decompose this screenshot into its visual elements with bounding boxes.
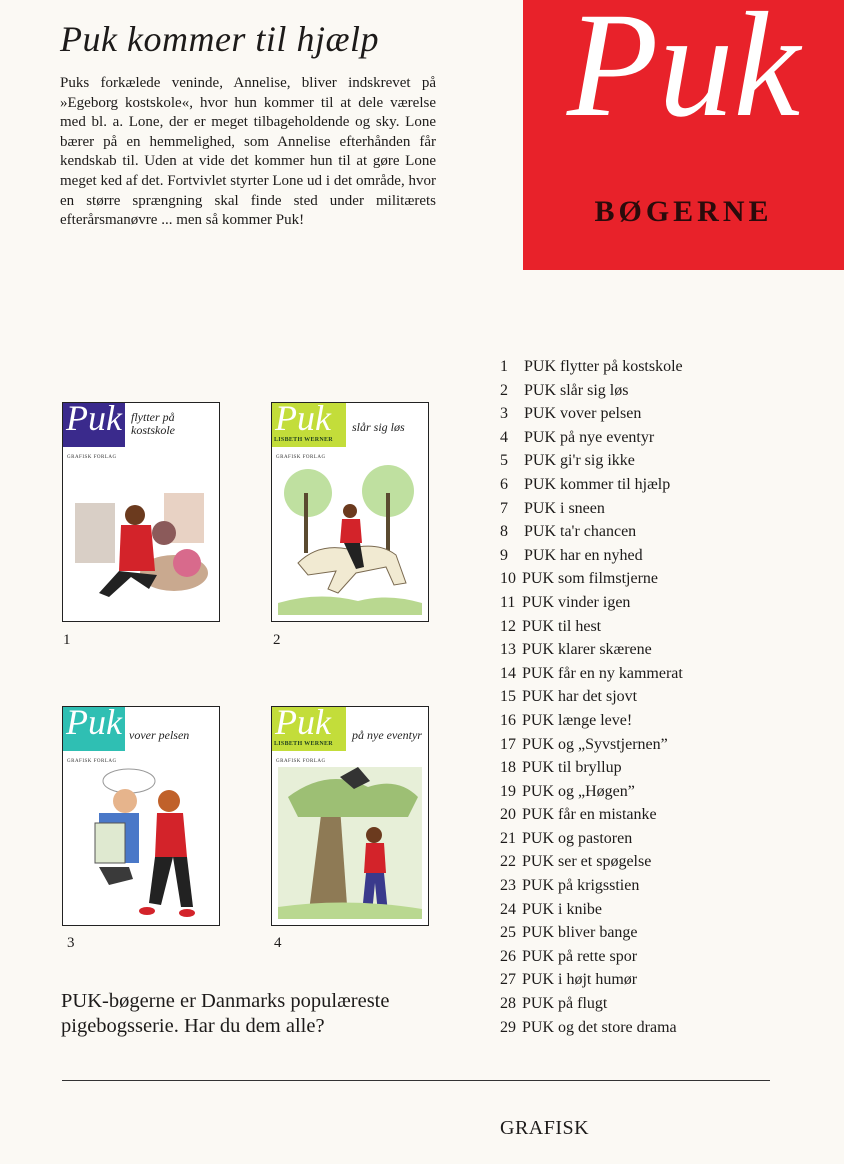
- series-item-number: 21: [500, 829, 516, 847]
- series-item-number: 28: [500, 995, 516, 1013]
- series-item-title: PUK bliver bange: [522, 924, 638, 942]
- cover-subtitle: på nye eventyr: [352, 728, 422, 742]
- series-item-number: 17: [500, 735, 516, 753]
- series-item-title: PUK klarer skærene: [522, 641, 652, 659]
- series-item-title: PUK har det sjovt: [522, 688, 638, 706]
- series-item-number: 24: [500, 900, 516, 918]
- cover-subtitle: vover pelsen: [129, 728, 190, 742]
- series-brand-panel: [523, 0, 844, 270]
- series-item-number: 12: [500, 617, 516, 635]
- cover-color-block: [272, 403, 346, 447]
- book-cover-2: [271, 402, 429, 622]
- series-item-number: 29: [500, 1018, 516, 1036]
- cover-logo: Puk: [66, 706, 122, 742]
- series-item-number: 2: [500, 381, 508, 399]
- cover-logo: Puk: [66, 402, 122, 438]
- series-item-number: 26: [500, 947, 516, 965]
- cover-publisher: GRAFISK FORLAG: [67, 455, 117, 460]
- series-item-number: 7: [500, 499, 508, 517]
- cover-subtitle: slår sig løs: [352, 420, 405, 434]
- series-item-title: PUK ta'r chancen: [524, 523, 637, 541]
- publisher-name: GRAFISK: [500, 1117, 590, 1139]
- series-item-title: PUK på flugt: [522, 995, 608, 1013]
- cover-subtitle: flytter på kostskole: [131, 410, 175, 437]
- cover-illustration: [69, 767, 213, 919]
- series-item-title: PUK slår sig løs: [524, 381, 629, 399]
- cover-illustration: [69, 463, 213, 615]
- series-logo-subtitle: BØGERNE: [594, 195, 773, 228]
- series-item-number: 20: [500, 806, 516, 824]
- book-cover-3: [62, 706, 220, 926]
- series-logo: Puk: [566, 0, 801, 148]
- cover-logo: Puk: [275, 402, 331, 438]
- series-item-title: PUK ser et spøgelse: [522, 853, 652, 871]
- cover-author: LISBETH WERNER: [274, 437, 333, 443]
- series-item-title: PUK har en nyhed: [524, 546, 643, 564]
- series-item-number: 4: [500, 428, 508, 446]
- cover-number: 3: [67, 935, 75, 951]
- cover-color-block: [63, 707, 125, 751]
- series-item-title: PUK og pastoren: [522, 829, 633, 847]
- series-item-number: 11: [500, 593, 516, 611]
- book-blurb: Puks forkælede veninde, Annelise, bliver indskrevet på »Egeborg kostskole«, hvor hun kommer til at dele værelse med bl. a. Lone, der er meget tilbageholdende og sky. Lone bærer på en hemmelighed, som Annelise efterhånden får kendskab til. Uden at vide det kommer hun til at gøre Lone meget ked af det. Fortvivlet styrter Lone ud i det område, hvor en større sprængning skal finde sted under militærets efterårsmanøvre ... men så kommer Puk!: [60, 75, 436, 229]
- series-item-title: PUK vover pelsen: [524, 405, 642, 423]
- book-cover-4: [271, 706, 429, 926]
- series-item-number: 5: [500, 452, 508, 470]
- cover-number: 2: [273, 632, 281, 648]
- series-item-title: PUK længe leve!: [522, 711, 633, 729]
- series-item-title: PUK kommer til hjælp: [524, 475, 671, 493]
- cover-publisher: GRAFISK FORLAG: [276, 455, 326, 460]
- cover-author: LISBETH WERNER: [274, 741, 333, 747]
- series-item-number: 1: [500, 358, 508, 375]
- cover-logo: Puk: [275, 706, 331, 742]
- series-item-title: PUK og det store drama: [522, 1018, 677, 1036]
- series-item-title: PUK i knibe: [522, 900, 602, 918]
- series-item-number: 8: [500, 523, 508, 541]
- series-item-number: 13: [500, 641, 516, 659]
- cover-color-block: [63, 403, 125, 447]
- series-item-number: 23: [500, 877, 516, 895]
- series-item-title: PUK får en mistanke: [522, 806, 657, 824]
- series-item-title: PUK i højt humør: [522, 971, 638, 989]
- series-promo-text: PUK-bøgerne er Danmarks populæreste pigebogsserie. Har du dem alle?: [61, 990, 390, 1037]
- cover-illustration: [278, 767, 422, 919]
- series-item-number: 27: [500, 971, 516, 989]
- cover-publisher: GRAFISK FORLAG: [67, 759, 117, 764]
- cover-publisher: GRAFISK FORLAG: [276, 759, 326, 764]
- book-cover-1: [62, 402, 220, 622]
- series-item-number: 10: [500, 570, 516, 588]
- series-item-number: 25: [500, 924, 516, 942]
- series-item-title: PUK til bryllup: [522, 759, 622, 777]
- series-item-title: PUK og „Syvstjernen”: [522, 735, 668, 753]
- series-item-title: PUK på rette spor: [522, 947, 638, 965]
- series-item-number: 14: [500, 664, 516, 682]
- series-item-title: PUK til hest: [522, 617, 602, 635]
- cover-color-block: [272, 707, 346, 751]
- series-item-title: PUK i sneen: [524, 499, 605, 517]
- series-item-number: 6: [500, 475, 508, 493]
- cover-number: 1: [63, 632, 71, 648]
- series-item-number: 22: [500, 853, 516, 871]
- series-item-title: PUK på nye eventyr: [524, 428, 655, 446]
- series-item-title: PUK får en ny kammerat: [522, 664, 683, 682]
- series-item-title: PUK flytter på kostskole: [524, 358, 683, 375]
- book-title: Puk kommer til hjælp: [60, 19, 379, 59]
- cover-illustration: [278, 463, 422, 615]
- series-item-number: 9: [500, 546, 508, 564]
- cover-number: 4: [274, 935, 282, 951]
- divider-line: [62, 1080, 770, 1081]
- series-item-title: PUK vinder igen: [522, 593, 631, 611]
- series-item-title: PUK og „Høgen”: [522, 782, 635, 800]
- series-item-number: 16: [500, 711, 516, 729]
- series-item-title: PUK som filmstjerne: [522, 570, 658, 588]
- series-item-title: PUK på krigsstien: [522, 877, 640, 895]
- series-item-number: 3: [500, 405, 508, 423]
- series-item-number: 19: [500, 782, 516, 800]
- series-item-number: 18: [500, 759, 516, 777]
- series-item-number: 15: [500, 688, 516, 706]
- series-item-title: PUK gi'r sig ikke: [524, 452, 635, 470]
